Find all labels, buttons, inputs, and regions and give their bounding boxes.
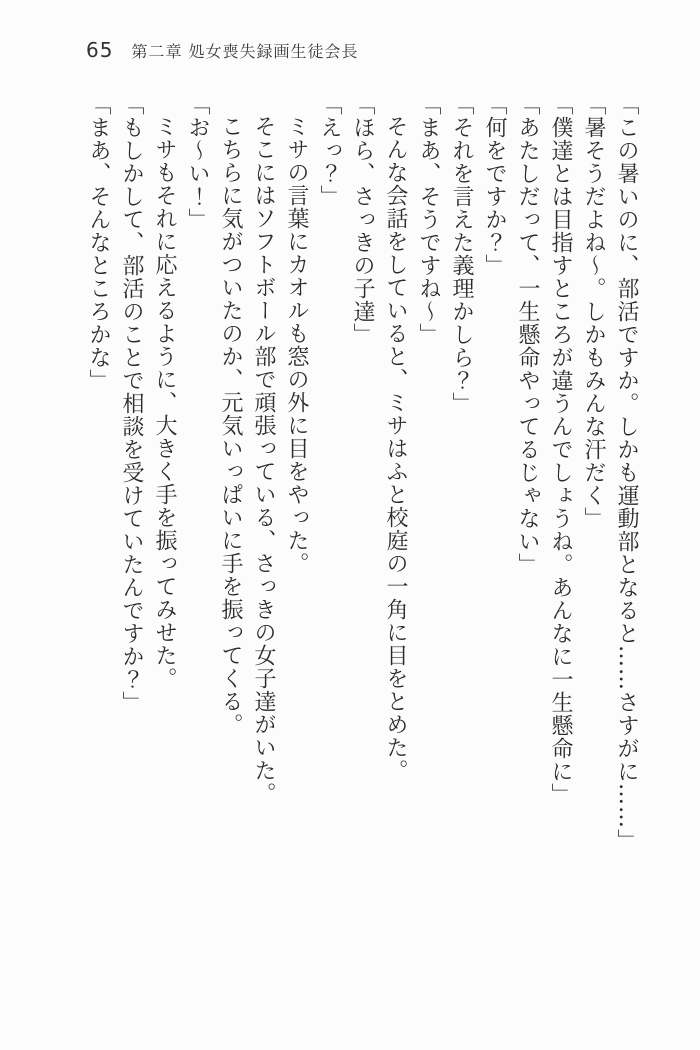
text-line: 「僕達とは目指すところが違うんでしょうね。あんなに一生懸命に」 bbox=[548, 93, 573, 806]
text-line: 「暑そうだよね〜。しかもみんな汗だく」 bbox=[581, 93, 606, 530]
page-header bbox=[86, 38, 359, 62]
text-line: そこにはソフトボール部で頑張っている、さっきの女子達がいた。 bbox=[251, 115, 276, 805]
text-line: 「あたしだって、一生懸命やってるじゃない」 bbox=[515, 93, 540, 576]
text-line: ミサもそれに応えるように、大きく手を振ってみせた。 bbox=[152, 115, 177, 690]
text-line: 「まあ、そうですね〜」 bbox=[416, 93, 441, 346]
chapter-title: 第二章 処女喪失録画生徒会長 bbox=[131, 42, 359, 61]
text-line: こちらに気がついたのか、元気いっぱいに手を振ってくる。 bbox=[218, 115, 243, 736]
text-line: 「それを言えた義理かしら？」 bbox=[449, 93, 474, 415]
text-line: 「まあ、そんなところかな」 bbox=[86, 93, 111, 392]
text-line: 「何をですか？」 bbox=[482, 93, 507, 277]
text-line: 「えっ？」 bbox=[317, 93, 342, 208]
text-line: 「ほら、さっきの子達」 bbox=[350, 93, 375, 346]
text-line: 「もしかして、部活のことで相談を受けていたんですか？」 bbox=[119, 93, 144, 714]
text-line: そんな会話をしていると、ミサはふと校庭の一角に目をとめた。 bbox=[383, 115, 408, 782]
text-line: 「お〜い！」 bbox=[185, 93, 210, 231]
text-line: ミサの言葉にカオルも窓の外に目をやった。 bbox=[284, 115, 309, 575]
page-number: 65 bbox=[86, 38, 114, 62]
text-line: 「この暑いのに、部活ですか。しかも運動部となると……さすがに……」 bbox=[614, 93, 639, 852]
text-body bbox=[81, 93, 643, 888]
